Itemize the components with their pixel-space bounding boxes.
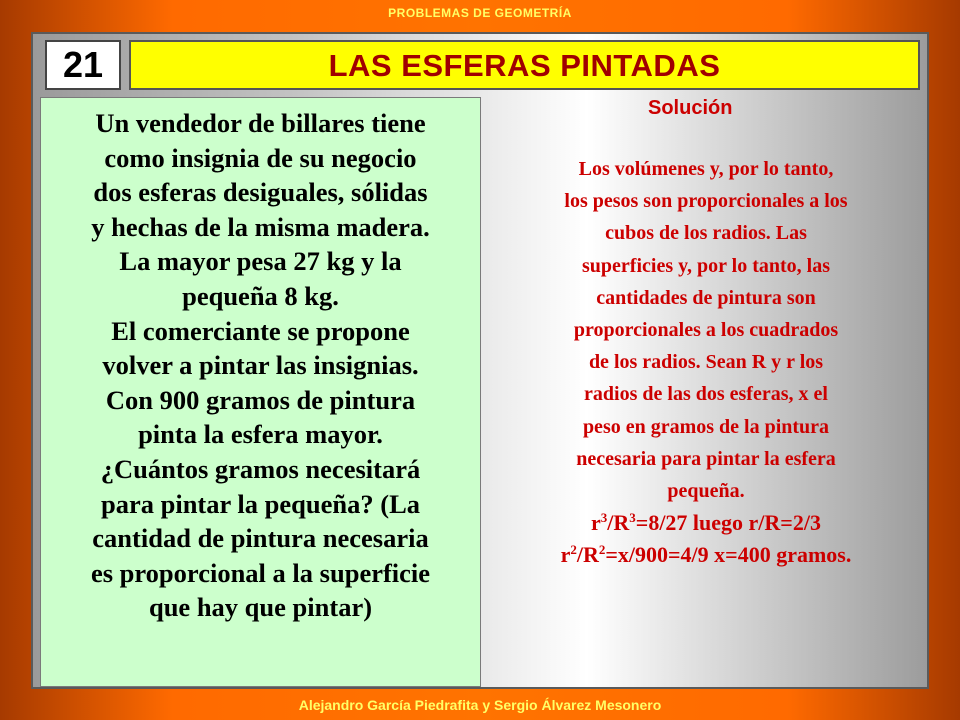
problem-line: pinta la esfera mayor.: [138, 419, 383, 450]
header-title: PROBLEMAS DE GEOMETRÍA: [388, 6, 572, 20]
solution-line: necesaria para pintar la esfera: [576, 447, 836, 470]
solution-line: cubos de los radios. Las: [605, 222, 807, 245]
problem-line: es proporcional a la superficie: [90, 557, 431, 588]
solution-line: pequeña.: [667, 480, 745, 503]
problem-line: como insignia de su negocio: [104, 142, 417, 173]
solution-line: de los radios. Sean R y r los: [588, 351, 824, 374]
solution-line: cantidades de pintura son: [596, 286, 816, 309]
solution-line: Los volúmenes y, por lo tanto,: [578, 158, 834, 180]
problem-line: ¿Cuántos gramos necesitará: [100, 453, 421, 484]
problem-line: cantidad de pintura necesaria: [92, 523, 429, 554]
problem-statement: [40, 97, 481, 687]
problem-line: La mayor pesa 27 kg y la: [119, 246, 402, 277]
solution-text: [496, 153, 916, 572]
problem-line: volver a pintar las insignias.: [102, 350, 419, 381]
solution-line: peso en gramos de la pintura: [582, 415, 830, 438]
formula-cubes: $r^3/R^3=8/27$ luego r/R=2/3: [591, 510, 821, 536]
solution-line: radios de las dos esferas, x el: [584, 383, 828, 406]
footer-authors: Alejandro García Piedrafita y Sergio Álvarez Mesonero: [298, 697, 662, 713]
problem-number: 21: [45, 40, 121, 90]
solution-line: proporcionales a los cuadrados: [573, 319, 839, 342]
problem-line: para pintar la pequeña? (La: [100, 488, 421, 519]
problem-line: Un vendedor de billares tiene: [95, 108, 426, 138]
problem-line: pequeña 8 kg.: [182, 280, 339, 311]
problem-line: Con 900 gramos de pintura: [105, 384, 416, 415]
problem-line: dos esferas desiguales, sólidas: [93, 177, 428, 208]
solution-heading: [606, 97, 806, 120]
formula-squares: $r^2/R^2=x/900=4/9$ x=400 gramos.: [560, 542, 852, 568]
problem-line: y hechas de la misma madera.: [91, 211, 430, 242]
solution-line: los pesos son proporcionales a los: [564, 190, 848, 213]
solution-heading-text: Solución: [648, 97, 733, 119]
problem-line: El comerciante se propone: [111, 315, 410, 346]
solution-line: superficies y, por lo tanto, las: [582, 254, 830, 277]
problem-title: LAS ESFERAS PINTADAS: [129, 40, 920, 90]
problem-line: que hay que pintar): [148, 592, 373, 623]
